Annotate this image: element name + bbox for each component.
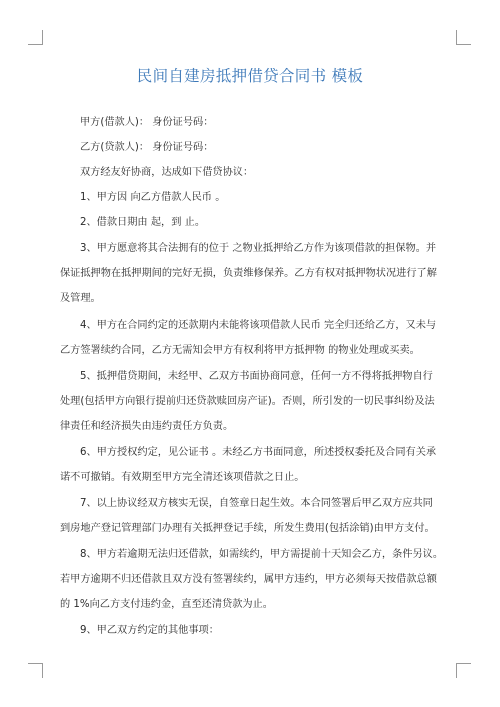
crop-mark-bottom-right [456,663,471,678]
clause-2: 2、借款日期由 起，到 止。 [80,217,206,228]
clause-5-line-2: 处理(包括甲方向银行提前归还贷款赎回房产证)。否则，所引发的一切民事纠纷及法 [60,396,435,407]
clause-7-line-1: 7、以上协议经双方核实无误，自签章日起生效。本合同签署后甲乙双方应共同 [80,498,433,509]
clause-3-line-3: 及管理。 [60,293,101,304]
clause-6-line-2: 诺不可撤销。有效期至甲方完全清还该项借款之日止。 [60,472,305,483]
clause-5-line-3: 律责任和经济损失由违约责任方负责。 [60,421,234,432]
clause-4-line-1: 4、甲方在合同约定的还款期内未能将该项借款人民币 完全归还给乙方，又未与 [80,320,437,331]
crop-mark-top-right [456,30,471,45]
clause-8-line-2: 若甲方逾期不归还借款且双方没有签署续约，属甲方违约，甲方必须每天按借款总额 [60,574,437,585]
clause-8-line-3: 的 1%向乙方支付违约金，直至还清贷款为止。 [60,599,273,610]
party-b-line: 乙方(贷款人)： 身份证号码： [80,142,214,153]
clause-4-line-2: 乙方签署续约合同，乙方无需知会甲方有权利将甲方抵押物 的物业处理或买卖。 [60,345,420,356]
clause-9: 9、甲乙双方约定的其他事项： [80,625,219,636]
document-title: 民间自建房抵押借贷合同书 模板 [136,67,364,85]
clause-3-line-1: 3、甲方愿意将其合法拥有的位于 之物业抵押给乙方作为该项借款的担保物。并 [80,243,437,254]
party-a-line: 甲方(借款人)： 身份证号码： [80,117,214,128]
clause-6-line-1: 6、甲方授权约定，见公证书 。未经乙方书面同意，所述授权委托及合同有关承 [80,447,437,458]
crop-mark-bottom-left [28,663,43,678]
clause-8-line-1: 8、甲方若逾期无法归还借款，如需续约，甲方需提前十天知会乙方，条件另议。 [80,549,444,560]
clause-1: 1、甲方因 向乙方借款人民币 。 [80,192,226,203]
clause-7-line-2: 到房地产登记管理部门办理有关抵押登记手续，所发生费用(包括涂销)由甲方支付。 [60,523,435,534]
clause-5-line-1: 5、抵押借贷期间，未经甲、乙双方书面协商同意，任何一方不得将抵押物自行 [80,371,433,382]
clause-3-line-2: 保证抵押物在抵押期间的完好无损，负责维修保养。乙方有权对抵押物状况进行了解 [60,268,437,279]
agreement-intro: 双方经友好协商，达成如下借贷协议： [80,167,254,178]
crop-mark-top-left [28,30,43,45]
